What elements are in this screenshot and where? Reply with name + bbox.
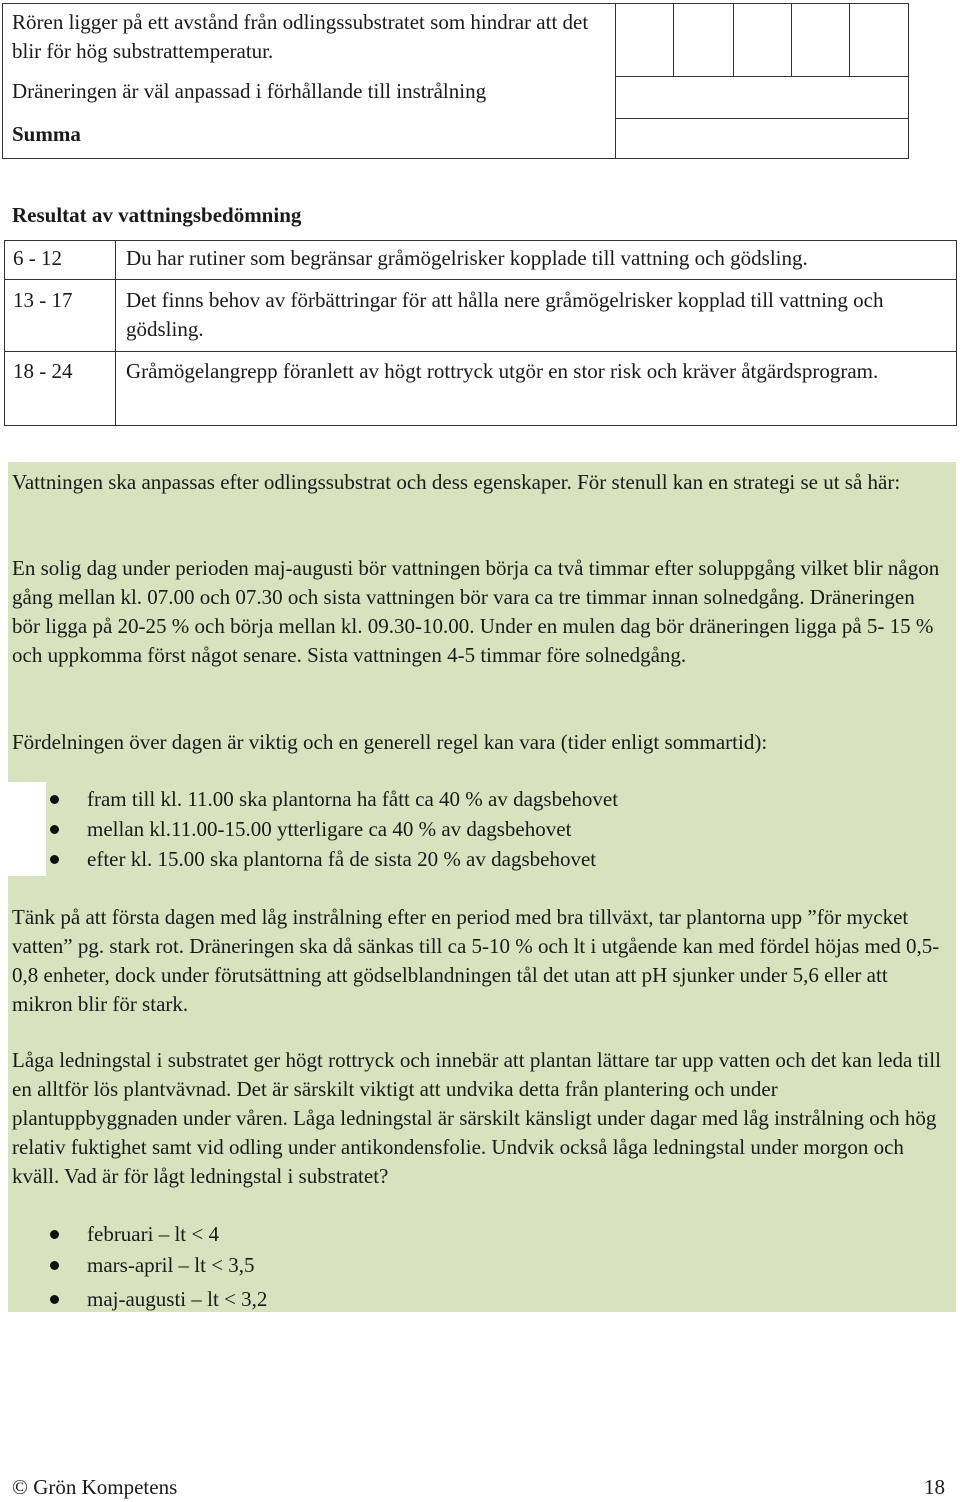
paragraph-intro: Vattningen ska anpassas efter odlingssubstrat och dess egenskaper. För stenull kan en strategi se ut så här: [12,470,901,494]
column-divider [115,241,116,425]
score-cell-divider [673,4,674,76]
row-divider [5,351,956,352]
result-range: 13 - 17 [13,288,73,312]
paragraph-conductivity: Låga ledningstal i substratet ger högt rottryck och innebär att plantan lättare tar upp vatten och det kan leda till en alltför lös plantvävnad. Det är särskilt viktigt att undvika detta från plantering och under plantuppbyggnaden under våren. Låga ledningstal är särskilt känsligt under dagar med låg instrålning och hög relativ fuktighet samt vid odling under antikondensfolie. Undvik också låga ledningstal under morgon och kväll. Vad är för lågt ledningstal i substratet? [12,1048,941,1188]
assessment-table [2,3,909,159]
list-item: mellan kl.11.00-15.00 ytterligare ca 40 % av dagsbehovet [87,815,927,844]
summa-label: Summa [12,122,81,146]
result-range: 6 - 12 [13,246,62,270]
column-divider [615,4,616,158]
paragraph-distribution: Fördelningen över dagen är viktig och en generell regel kan vara (tider enligt sommartid): [12,730,768,754]
result-heading: Resultat av vattningsbedömning [12,203,302,227]
list-item: februari – lt < 4 [87,1220,219,1249]
list-item: efter kl. 15.00 ska plantorna få de sista 20 % av dagsbehovet [87,845,927,874]
row-divider [5,279,956,280]
result-text: Gråmögelangrepp föranlett av högt rottryck utgör en stor risk och kräver åtgärdsprogram. [126,359,879,383]
result-text: Det finns behov av förbättringar för att hålla nere gråmögelrisker kopplad till vattning och gödsling. [126,288,884,341]
list-item: fram till kl. 11.00 ska plantorna ha fått ca 40 % av dagsbehovet [87,785,927,814]
score-cell-divider [791,4,792,76]
score-cell-divider [849,4,850,76]
list-item: mars-april – lt < 3,5 [87,1251,255,1280]
score-cell-divider [733,4,734,76]
row-divider [615,76,908,77]
paragraph-low-radiation: Tänk på att första dagen med låg instrålning efter en period med bra tillväxt, tar plantorna upp ”för mycket vatten” pg. stark rot. Dräneringen ska då sänkas till ca 5-10 % och lt i utgående kan med fördel höjas med 0,5-0,8 enheter, dock under förutsättning att gödselblandningen tål det utan att pH sjunker under 5,6 eller att mikron blir för stark. [12,905,940,1016]
paragraph-sunny-day: En solig dag under perioden maj-augusti bör vattningen börja ca två timmar efter soluppgång vilket blir någon gång mellan kl. 07.00 och 07.30 och sista vattningen bör vara ca tre timmar innan solnedgång. Dräneringen bör ligga på 20-25 % och börja mellan kl. 09.30-10.00. Under en mulen dag bör dräneringen ligga på 5- 15 % och uppkomma först något senare. Sista vattningen 4-5 timmar före solnedgång. [12,556,940,667]
table-row-2: Dräneringen är väl anpassad i förhållande till instrålning [12,79,487,103]
result-table [4,240,957,426]
result-range: 18 - 24 [13,359,73,383]
list-item: maj-augusti – lt < 3,2 [87,1285,267,1314]
row-divider [615,118,908,119]
result-text: Du har rutiner som begränsar gråmögelrisker kopplade till vattning och gödsling. [126,246,808,270]
table-row-1: Rören ligger på ett avstånd från odlingssubstratet som hindrar att det blir för hög substrattemperatur. [12,10,589,63]
footer-copyright: © Grön Kompetens [12,1475,178,1499]
page-number: 18 [924,1475,945,1499]
